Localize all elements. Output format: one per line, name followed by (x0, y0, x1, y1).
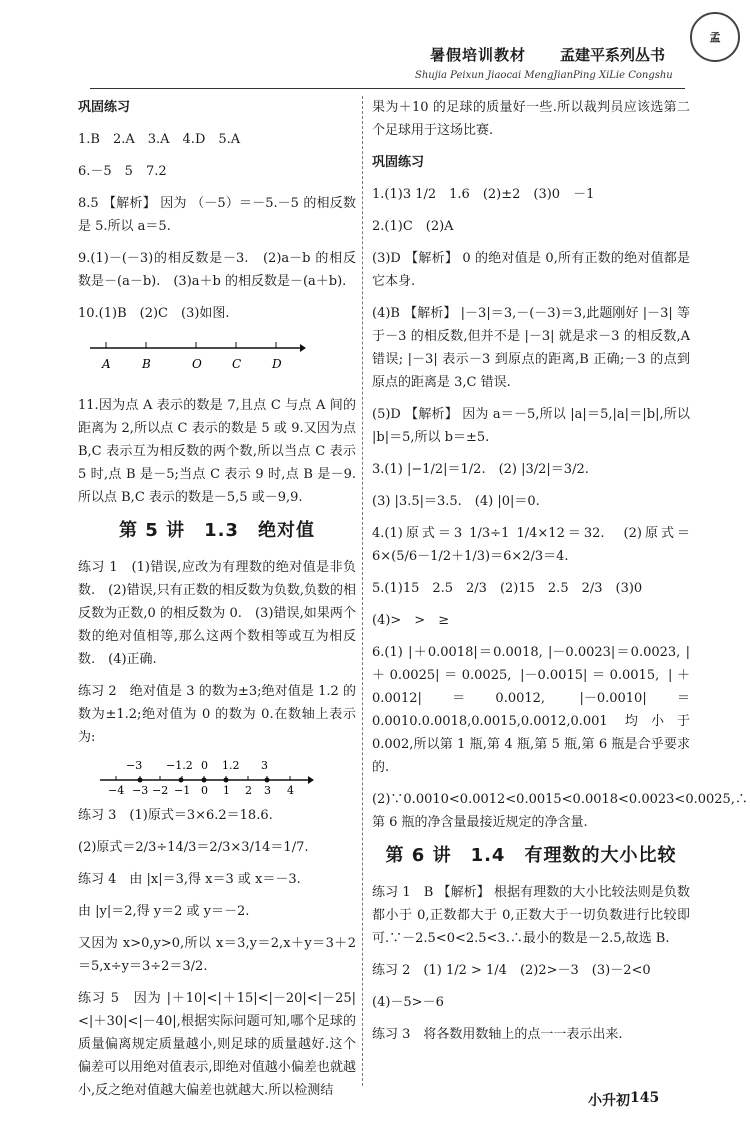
answer-line: 1.(1)3 1/2 1.6 (2)±2 (3)0 －1 (372, 187, 595, 202)
answer-paragraph: (4)B 【解析】 |－3|＝3,－(－3)＝3,此题刚好 |－3| 等于－3 的相反数,但并不是 |－3| 就是求－3 的相反数,A 错误; |－3| 表示－3 到原点的距离,B 正确;－3 的点到原点的距离是 3,C 错误. (372, 306, 690, 390)
answer-paragraph: (2)∵0.0010<0.0012<0.0015<0.0018<0.0023<0.0025,∴第 6 瓶的净含量最接近规定的净含量. (372, 792, 748, 830)
answer-paragraph: 果为＋10 的足球的质量好一些.所以裁判员应该选第二个足球用于这场比赛. (372, 100, 690, 138)
point-label: B (142, 357, 151, 371)
subheading-practice: 巩固练习 (78, 100, 131, 115)
answer-line: (4)> > ≥ (372, 613, 450, 628)
answer-line: 3.(1) |−1/2|＝1/2. (2) |3/2|＝3/2. (372, 462, 589, 477)
plot-label: 3 (261, 759, 268, 772)
logo-text: 孟 (709, 31, 721, 44)
right-column (372, 96, 748, 1055)
tick-label: 3 (264, 784, 271, 797)
plot-label: −1.2 (166, 759, 193, 772)
answer-line: 练习 2 (1) 1/2 > 1/4 (2)2>－3 (3)－2<0 (372, 963, 651, 978)
answer-paragraph: (5)D 【解析】 因为 a＝－5,所以 |a|＝5,|a|＝|b|,所以 |b|＝5,所以 b＝±5. (372, 407, 690, 445)
header-rule (90, 88, 685, 89)
answer-paragraph: 练习 1 B 【解析】 根据有理数的大小比较法则是负数都小于 0,正数都大于 0,正数大于一切负数进行比较即可.∵－2.5<0<2.5<3.∴最小的数是－2.5,故选 B. (372, 885, 690, 946)
tick-label: −4 (108, 784, 125, 797)
answer-line: 由 |y|＝2,得 y＝2 或 y＝－2. (78, 904, 250, 919)
header-series: 孟建平系列丛书 (560, 46, 666, 64)
answer-line: 2.(1)C (2)A (372, 219, 454, 234)
answer-line: 6.－5 5 7.2 (78, 164, 167, 179)
publisher-logo (690, 12, 740, 62)
header-pinyin: Shujia Peixun Jiaocai MengJianPing XiLie Congshu (415, 70, 673, 81)
point-label: O (192, 357, 202, 371)
answer-line: 5.(1)15 2.5 2/3 (2)15 2.5 2/3 (3)0 (372, 581, 643, 596)
answer-line: (3) |3.5|＝3.5. (4) |0|＝0. (372, 494, 540, 509)
point-label: C (232, 357, 242, 371)
answer-paragraph: 11.因为点 A 表示的数是 7,且点 C 与点 A 间的距离为 2,所以点 C 表示的数是 5 或 9.又因为点 B,C 表示互为相反数的两个数,所以当点 C 表示 5 时,点 B 是－5;当点 C 表示 9 时,点 B 是－9.所以点 B,C 表示的数是－5,5 或－9,9. (78, 398, 356, 505)
answer-paragraph: 练习 2 绝对值是 3 的数为±3;绝对值是 1.2 的数为±1.2;绝对值为 0 的数为 0.在数轴上表示为: (78, 684, 356, 745)
number-line-abocd (86, 334, 306, 384)
answer-line: 练习 3 将各数用数轴上的点一一表示出来. (372, 1027, 623, 1042)
answer-line: 1.B 2.A 3.A 4.D 5.A (78, 132, 241, 147)
answer-line: (4)－5>－6 (372, 995, 444, 1010)
point-label: D (272, 357, 282, 371)
section-heading-lecture6: 第 6 讲 1.4 有理数的大小比较 (385, 845, 677, 866)
subheading-practice: 巩固练习 (372, 155, 425, 170)
answer-paragraph: 9.(1)－(－3)的相反数是－3. (2)a－b 的相反数是－(a－b). (3)a＋b 的相反数是－(a＋b). (78, 251, 356, 289)
column-divider (362, 96, 363, 1086)
plot-label: 1.2 (222, 759, 240, 772)
plot-label: −3 (126, 759, 143, 772)
answer-paragraph: 练习 1 (1)错误,应改为有理数的绝对值是非负数. (2)错误,只有正数的相反数为负数,负数的相反数为正数,0 的相反数为 0. (3)错误,如果两个数的绝对值相等,那么这两个数相等或互为相反数. (4)正确. (78, 560, 356, 667)
tick-label: −3 (132, 784, 149, 797)
point-label: A (102, 357, 111, 371)
tick-label: 4 (287, 784, 294, 797)
footer-label: 小升初 (588, 1093, 630, 1109)
tick-label: 2 (245, 784, 252, 797)
tick-label: 1 (223, 784, 230, 797)
page-number: 145 (630, 1090, 660, 1106)
answer-line: 10.(1)B (2)C (3)如图. (78, 306, 230, 321)
answer-paragraph: 4.(1)原式＝3 1/3÷1 1/4×12＝32. (2)原式＝6×(5/6－1/2＋1/3)＝6×2/3＝4. (372, 526, 690, 564)
tick-label: −2 (152, 784, 169, 797)
answer-paragraph: 又因为 x>0,y>0,所以 x＝3,y＝2,x＋y＝3＋2＝5,x÷y＝3÷2＝3/2. (78, 936, 356, 974)
section-heading-lecture5: 第 5 讲 1.3 绝对值 (119, 520, 315, 541)
answer-paragraph: 8.5 【解析】 因为 （－5）＝－5.－5 的相反数是 5.所以 a＝5. (78, 196, 356, 234)
answer-paragraph: (3)D 【解析】 0 的绝对值是 0,所有正数的绝对值都是它本身. (372, 251, 690, 289)
tick-label: 0 (201, 784, 208, 797)
answer-line: 练习 3 (1)原式＝3×6.2＝18.6. (78, 808, 273, 823)
tick-label: −1 (174, 784, 191, 797)
answer-paragraph: 练习 5 因为 |＋10|<|＋15|<|－20|<|－25|<|＋30|<|－40|,根据实际问题可知,哪个足球的质量偏离规定质量越小,则足球的质量越好.这个偏差可以用绝对值表示,即绝对值越小偏差也就越小,反之绝对值越大偏差也就越大.所以检测结 (78, 991, 356, 1098)
answer-line: (2)原式＝2/3÷14/3＝2/3×3/14＝1/7. (78, 840, 309, 855)
number-line-absolute (98, 758, 318, 798)
answer-paragraph: 6.(1) |＋0.0018|＝0.0018, |－0.0023|＝0.0023, |＋0.0025|＝0.0025, |－0.0015|＝0.0015, |＋0.0012|＝0.0012, |－0.0010|＝0.0010.0.0018,0.0015,0.0012,0.001 均小于 0.002,所以第 1 瓶,第 4 瓶,第 5 瓶,第 6 瓶是合乎要求的. (372, 645, 690, 775)
answer-line: 练习 4 由 |x|＝3,得 x＝3 或 x＝－3. (78, 872, 301, 887)
plot-label: 0 (201, 759, 208, 772)
header-title: 暑假培训教材 (430, 46, 527, 64)
left-column (78, 96, 356, 1111)
